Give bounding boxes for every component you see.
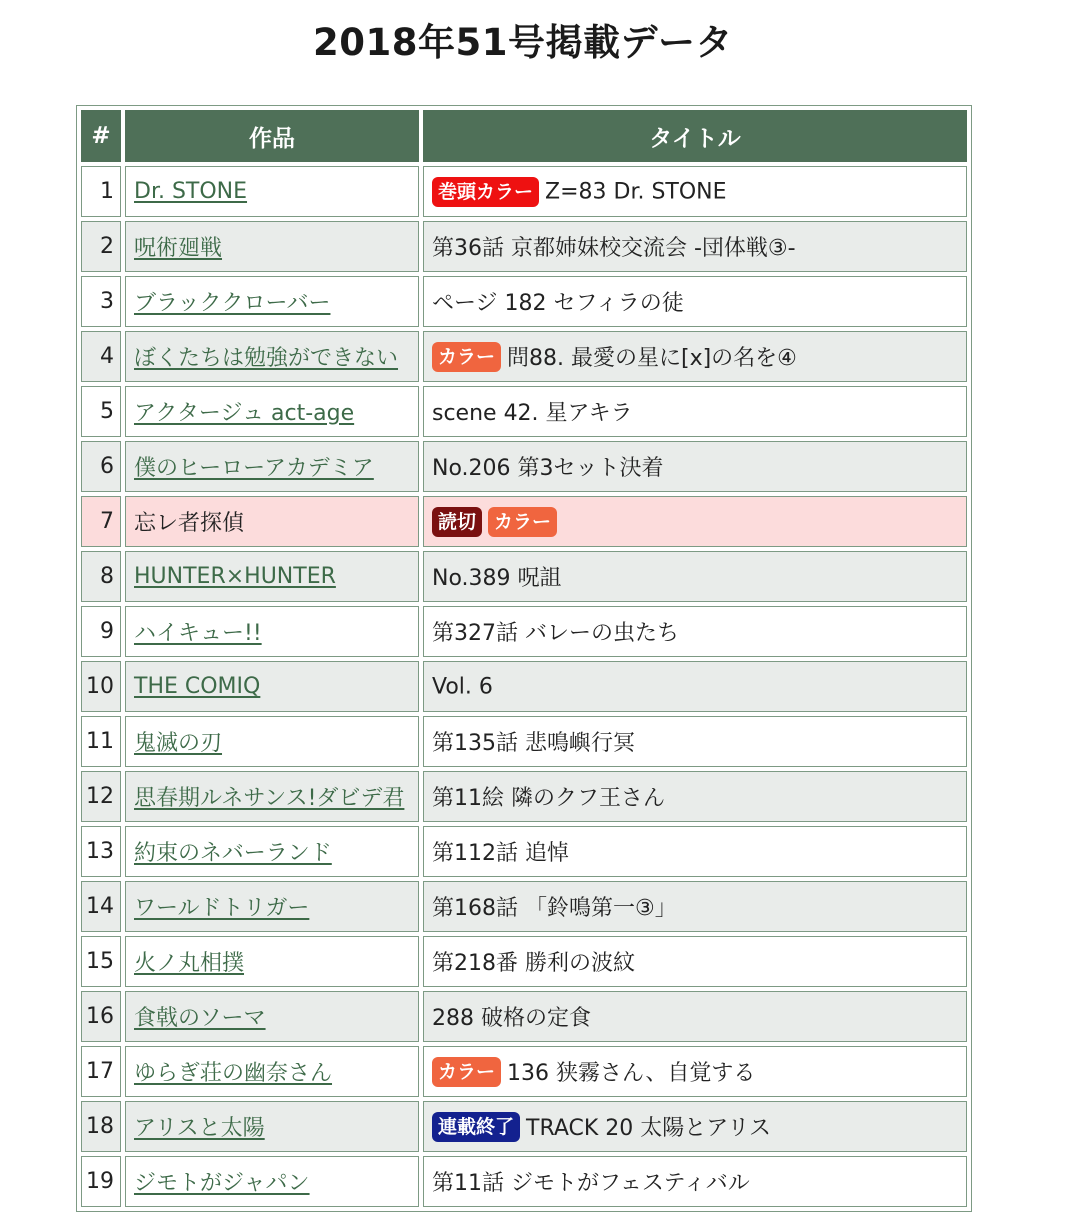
table-row	[81, 606, 967, 657]
episode-title-cell	[423, 1156, 967, 1207]
episode-title-cell	[423, 771, 967, 822]
work-cell	[125, 881, 419, 932]
episode-title: 問88. 最愛の星に[x]の名を④	[507, 346, 797, 371]
episode-title: ページ 182 セフィラの徒	[432, 291, 684, 316]
episode-title-cell	[423, 221, 967, 272]
work-link[interactable]: 僕のヒーローアカデミア	[134, 456, 374, 481]
episode-title-cell	[423, 881, 967, 932]
row-number: 8	[81, 551, 121, 602]
episode-title-cell	[423, 606, 967, 657]
work-link[interactable]: ブラッククローバー	[134, 291, 331, 316]
episode-title-cell	[423, 661, 967, 712]
episode-title: TRACK 20 太陽とアリス	[526, 1116, 771, 1141]
table-row	[81, 1156, 967, 1207]
row-number: 3	[81, 276, 121, 327]
episode-title: 第327話 バレーの虫たち	[432, 621, 679, 646]
row-number: 14	[81, 881, 121, 932]
row-number: 15	[81, 936, 121, 987]
table-row	[81, 221, 967, 272]
row-number: 9	[81, 606, 121, 657]
work-cell	[125, 826, 419, 877]
table-row	[81, 496, 967, 547]
row-number: 12	[81, 771, 121, 822]
table-row	[81, 771, 967, 822]
table-row	[81, 331, 967, 382]
table-row	[81, 826, 967, 877]
column-header-title: タイトル	[423, 110, 967, 162]
episode-title-cell	[423, 331, 967, 382]
work-link[interactable]: アリスと太陽	[134, 1116, 265, 1141]
row-number: 5	[81, 386, 121, 437]
episode-title-cell	[423, 991, 967, 1042]
work-cell	[125, 991, 419, 1042]
table-row	[81, 661, 967, 712]
table-row	[81, 881, 967, 932]
work-link[interactable]: ぼくたちは勉強ができない	[134, 346, 399, 371]
table-row	[81, 166, 967, 217]
episode-title: 第218番 勝利の波紋	[432, 951, 635, 976]
status-badge: 読切	[432, 507, 482, 537]
table-row	[81, 386, 967, 437]
work-link[interactable]: ジモトがジャパン	[134, 1171, 310, 1196]
work-cell	[125, 771, 419, 822]
episode-title: 第11絵 隣のクフ王さん	[432, 786, 665, 811]
work-cell	[125, 386, 419, 437]
status-badge: カラー	[432, 1057, 501, 1087]
table-row	[81, 1046, 967, 1097]
work-cell	[125, 661, 419, 712]
work-cell	[125, 496, 419, 547]
work-cell	[125, 166, 419, 217]
work-cell	[125, 276, 419, 327]
row-number: 19	[81, 1156, 121, 1207]
work-cell	[125, 221, 419, 272]
episode-title: 第112話 追悼	[432, 841, 569, 866]
row-number: 18	[81, 1101, 121, 1152]
work-cell	[125, 1156, 419, 1207]
work-link[interactable]: 鬼滅の刃	[134, 731, 223, 756]
table-body	[81, 166, 967, 1207]
work-link[interactable]: 食戟のソーマ	[134, 1006, 266, 1031]
row-number: 7	[81, 496, 121, 547]
episode-title: No.206 第3セット決着	[432, 456, 664, 481]
episode-title-cell	[423, 276, 967, 327]
table-row	[81, 716, 967, 767]
table-row	[81, 936, 967, 987]
work-link[interactable]: Dr. STONE	[134, 179, 248, 204]
row-number: 13	[81, 826, 121, 877]
status-badge: カラー	[488, 507, 557, 537]
work-cell	[125, 936, 419, 987]
lineup-table-container	[76, 105, 972, 1212]
episode-title: 第168話 「鈴鳴第一③」	[432, 896, 677, 921]
work-link[interactable]: HUNTER×HUNTER	[134, 564, 336, 589]
episode-title-cell	[423, 166, 967, 217]
table-row	[81, 441, 967, 492]
episode-title-cell	[423, 936, 967, 987]
work-cell	[125, 1046, 419, 1097]
status-badge: 巻頭カラー	[432, 177, 539, 207]
episode-title: Vol. 6	[432, 674, 493, 700]
table-row	[81, 276, 967, 327]
lineup-table	[77, 106, 971, 1211]
row-number: 4	[81, 331, 121, 382]
work-link[interactable]: 火ノ丸相撲	[134, 951, 245, 976]
work-link[interactable]: 約束のネバーランド	[134, 841, 332, 866]
episode-title: Z=83 Dr. STONE	[545, 179, 727, 204]
work-link[interactable]: 呪術廻戦	[134, 236, 223, 261]
work-cell	[125, 606, 419, 657]
page-title: 2018年51号掲載データ	[313, 21, 733, 64]
work-link[interactable]: THE COMIQ	[134, 674, 261, 699]
episode-title-cell	[423, 496, 967, 547]
episode-title: 136 狭霧さん、自覚する	[507, 1061, 756, 1086]
row-number: 11	[81, 716, 121, 767]
work-link[interactable]: ゆらぎ荘の幽奈さん	[134, 1061, 333, 1086]
row-number: 17	[81, 1046, 121, 1097]
work-name: 忘レ者探偵	[134, 511, 245, 536]
column-header-work: 作品	[125, 110, 419, 162]
episode-title-cell	[423, 1101, 967, 1152]
table-header-row	[81, 110, 967, 162]
table-row	[81, 1101, 967, 1152]
episode-title: 第36話 京都姉妹校交流会 -団体戦③-	[432, 236, 796, 261]
episode-title: No.389 呪詛	[432, 566, 562, 591]
column-header-number: #	[81, 110, 121, 162]
work-cell	[125, 1101, 419, 1152]
row-number: 2	[81, 221, 121, 272]
episode-title-cell	[423, 826, 967, 877]
work-cell	[125, 441, 419, 492]
episode-title-cell	[423, 716, 967, 767]
episode-title: scene 42. 星アキラ	[432, 401, 633, 426]
row-number: 16	[81, 991, 121, 1042]
work-link[interactable]: ワールドトリガー	[134, 896, 310, 921]
episode-title: 第11話 ジモトがフェスティバル	[432, 1171, 750, 1196]
status-badge: 連載終了	[432, 1112, 520, 1142]
episode-title-cell	[423, 441, 967, 492]
work-cell	[125, 331, 419, 382]
episode-title: 第135話 悲鳴嶼行冥	[432, 731, 635, 756]
table-row	[81, 551, 967, 602]
episode-title-cell	[423, 386, 967, 437]
row-number: 6	[81, 441, 121, 492]
status-badge: カラー	[432, 342, 501, 372]
work-link[interactable]: ハイキュー!!	[134, 621, 262, 646]
work-link[interactable]: 思春期ルネサンス!ダビデ君	[134, 786, 405, 811]
episode-title-cell	[423, 1046, 967, 1097]
episode-title-cell	[423, 551, 967, 602]
row-number: 10	[81, 661, 121, 712]
episode-title: 288 破格の定食	[432, 1006, 591, 1031]
table-row	[81, 991, 967, 1042]
work-cell	[125, 551, 419, 602]
work-cell	[125, 716, 419, 767]
row-number: 1	[81, 166, 121, 217]
work-link[interactable]: アクタージュ act-age	[134, 401, 355, 426]
